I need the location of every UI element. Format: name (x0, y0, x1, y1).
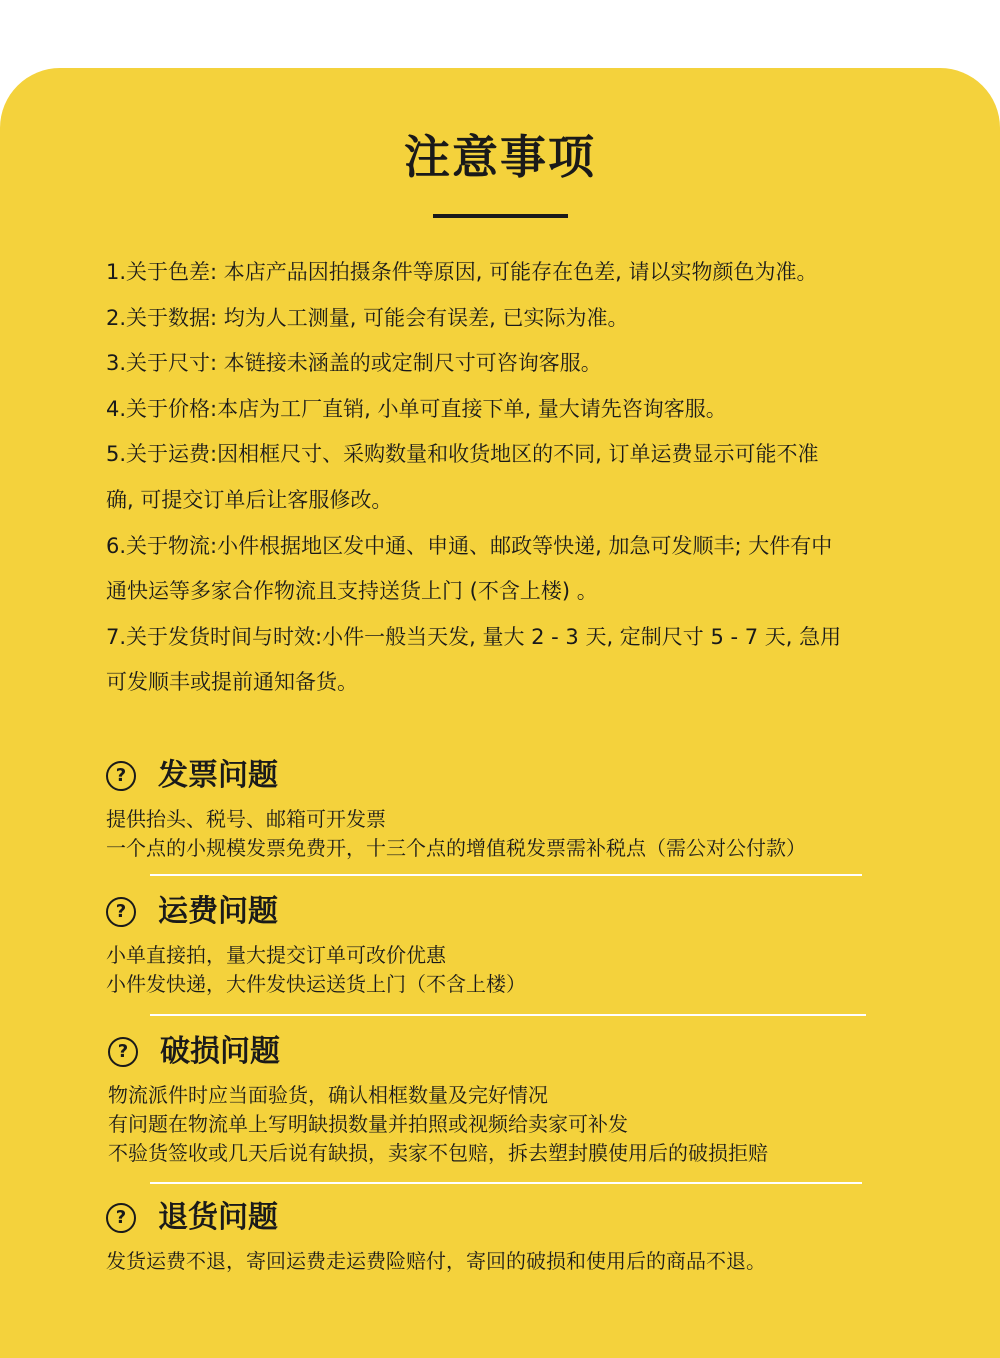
section-body (108, 1081, 928, 1168)
notice-item-logistics: 6.关于物流:小件根据地区发中通、申通、邮政等快递, 加急可发顺丰; 大件有中 (106, 533, 833, 558)
section-returns (106, 1195, 926, 1276)
notice-item-logistics-cont: 通快运等多家合作物流且支持送货上门 (不含上楼) 。 (106, 579, 598, 604)
section-divider (150, 874, 862, 876)
section-divider (150, 1014, 866, 1016)
section-line: 小单直接拍，量大提交订单可改价优惠 (106, 943, 446, 967)
section-line: 小件发快递，大件发快运送货上门（不含上楼） (106, 972, 526, 996)
section-title: 发票问题 (158, 758, 278, 793)
question-circle-icon: ? (106, 1203, 136, 1233)
notice-item-color: 1.关于色差: 本店产品因拍摄条件等原因, 可能存在色差, 请以实物颜色为准。 (106, 260, 818, 284)
section-divider (150, 1182, 862, 1184)
section-shipping (106, 889, 926, 999)
section-body (106, 805, 926, 863)
section-header (108, 1029, 928, 1075)
section-body (106, 1247, 926, 1276)
section-line: 一个点的小规模发票免费开，十三个点的增值税发票需补税点（需公对公付款） (106, 836, 806, 860)
section-invoice (106, 753, 926, 863)
notice-item-price: 4.关于价格:本店为工厂直销, 小单可直接下单, 量大请先咨询客服。 (106, 396, 727, 421)
notice-item-dispatch: 7.关于发货时间与时效:小件一般当天发, 量大 2 - 3 天, 定制尺寸 5 - 7 天, 急用 (106, 624, 842, 649)
section-damage (108, 1029, 928, 1168)
section-title: 运费问题 (158, 894, 278, 929)
section-body (106, 941, 926, 999)
notice-item-freight: 5.关于运费:因相框尺寸、采购数量和收货地区的不同, 订单运费显示可能不准 (106, 442, 819, 467)
section-line: 不验货签收或几天后说有缺损，卖家不包赔，拆去塑封膜使用后的破损拒赔 (108, 1141, 768, 1165)
notice-item-freight-cont: 确, 可提交订单后让客服修改。 (106, 487, 393, 512)
section-header (106, 753, 926, 799)
question-circle-icon: ? (106, 761, 136, 791)
notice-item-data: 2.关于数据: 均为人工测量, 可能会有误差, 已实际为准。 (106, 305, 629, 330)
section-header (106, 889, 926, 935)
notice-item-dispatch-cont: 可发顺丰或提前通知备货。 (106, 670, 358, 695)
section-header (106, 1195, 926, 1241)
question-circle-icon: ? (108, 1037, 138, 1067)
section-title: 破损问题 (160, 1034, 280, 1069)
question-circle-icon: ? (106, 897, 136, 927)
notice-list (106, 250, 906, 706)
section-line: 有问题在物流单上写明缺损数量并拍照或视频给卖家可补发 (108, 1112, 628, 1136)
title-underline (433, 214, 568, 218)
section-line: 物流派件时应当面验货，确认相框数量及完好情况 (108, 1083, 548, 1107)
notice-item-size: 3.关于尺寸: 本链接未涵盖的或定制尺寸可咨询客服。 (106, 351, 602, 376)
section-title: 退货问题 (158, 1200, 278, 1235)
section-line: 提供抬头、税号、邮箱可开发票 (106, 807, 386, 831)
page-title: 注意事项 (404, 130, 596, 184)
section-line: 发货运费不退，寄回运费走运费险赔付，寄回的破损和使用后的商品不退。 (106, 1249, 766, 1273)
